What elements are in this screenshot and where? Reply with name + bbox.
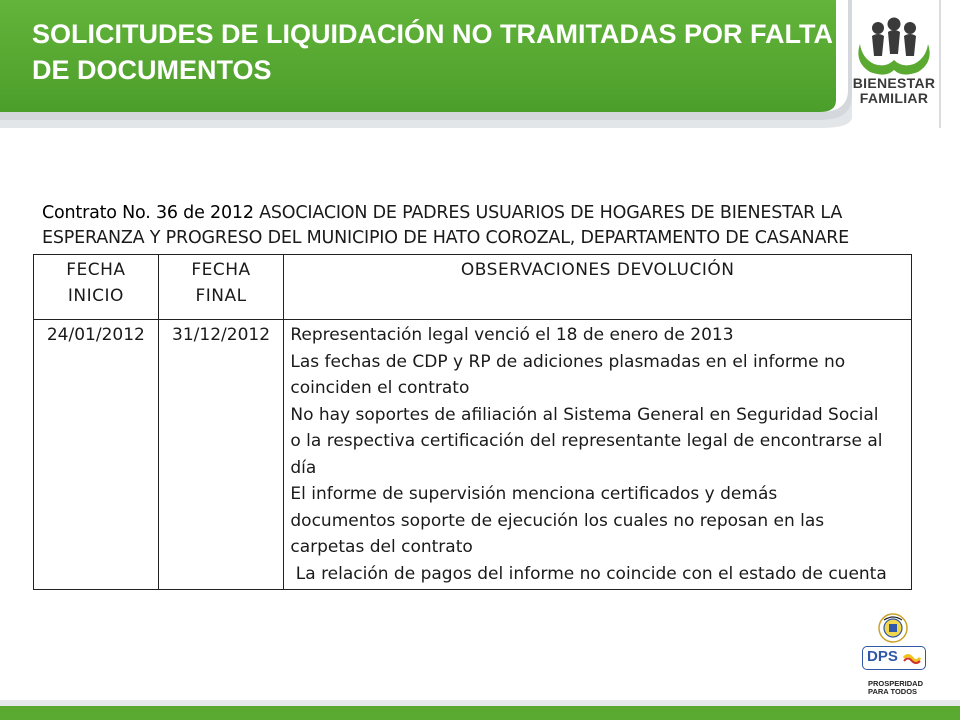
observation-line: día [290,457,317,478]
table-row [34,320,912,590]
header-end-date-line1: FECHA [191,260,251,280]
government-logos [862,612,928,702]
observation-line: La relación de pagos del informe no coincide con el estado de cuenta [290,563,887,584]
family-hands-icon [846,14,942,78]
logo-word-bienestar: BIENESTAR [852,75,936,91]
observation-line: No hay soportes de afiliación al Sistema General en Seguridad Social [290,404,879,425]
footer-stripe [0,700,960,720]
observations-cell [284,320,912,590]
prosperidad-para-todos-logo [868,680,928,696]
header-observations: OBSERVACIONES DEVOLUCIÓN [284,255,912,320]
colombia-seal-icon [862,612,924,646]
contract-entity: ASOCIACION DE PADRES USUARIOS DE HOGARES DE BIENESTAR LA ESPERANZA Y PROGRESO DEL MUNICIPIO DE HATO COROZAL, DEPARTAMENTO DE CASANARE [42,203,850,248]
header-start-date-line2: INICIO [67,286,124,306]
observation-line: documentos soporte de ejecución los cuales no reposan en las [290,510,825,531]
logo-word-familiar: FAMILIAR [859,90,929,106]
observation-line: Las fechas de CDP y RP de adiciones plasmadas en el informe no [290,351,846,372]
dps-text: DPS [867,648,898,665]
header-end-date [158,255,284,320]
table-header-row [34,255,912,320]
contract-intro [42,201,922,251]
observations-table [33,254,912,590]
observation-line: coinciden el contrato [290,378,470,398]
dps-logo [862,646,926,670]
prosperidad-line2: PARA TODOS [868,687,918,696]
contract-label: Contrato No. 36 de 2012 [42,203,254,223]
page-title: SOLICITUDES DE LIQUIDACIÓN NO TRAMITADAS POR FALTA DE DOCUMENTOS [32,19,832,85]
header-banner [0,0,960,130]
header-start-date-line1: FECHA [66,260,126,280]
observation-line: Representación legal venció el 18 de enero de 2013 [290,325,734,345]
observation-line: El informe de supervisión menciona certificados y demás [290,484,778,504]
bienestar-familiar-logo [846,14,942,114]
start-date-cell: 24/01/2012 [34,320,159,590]
observation-line: o la respectiva certificación del representante legal de encontrarse al [290,431,883,451]
observation-line: carpetas del contrato [290,537,473,557]
header-end-date-line2: FINAL [195,286,247,306]
prosperidad-line1: PROSPERIDAD [868,679,924,688]
dps-flag-icon [903,652,921,664]
end-date-cell: 31/12/2012 [158,320,284,590]
header-start-date [34,255,159,320]
